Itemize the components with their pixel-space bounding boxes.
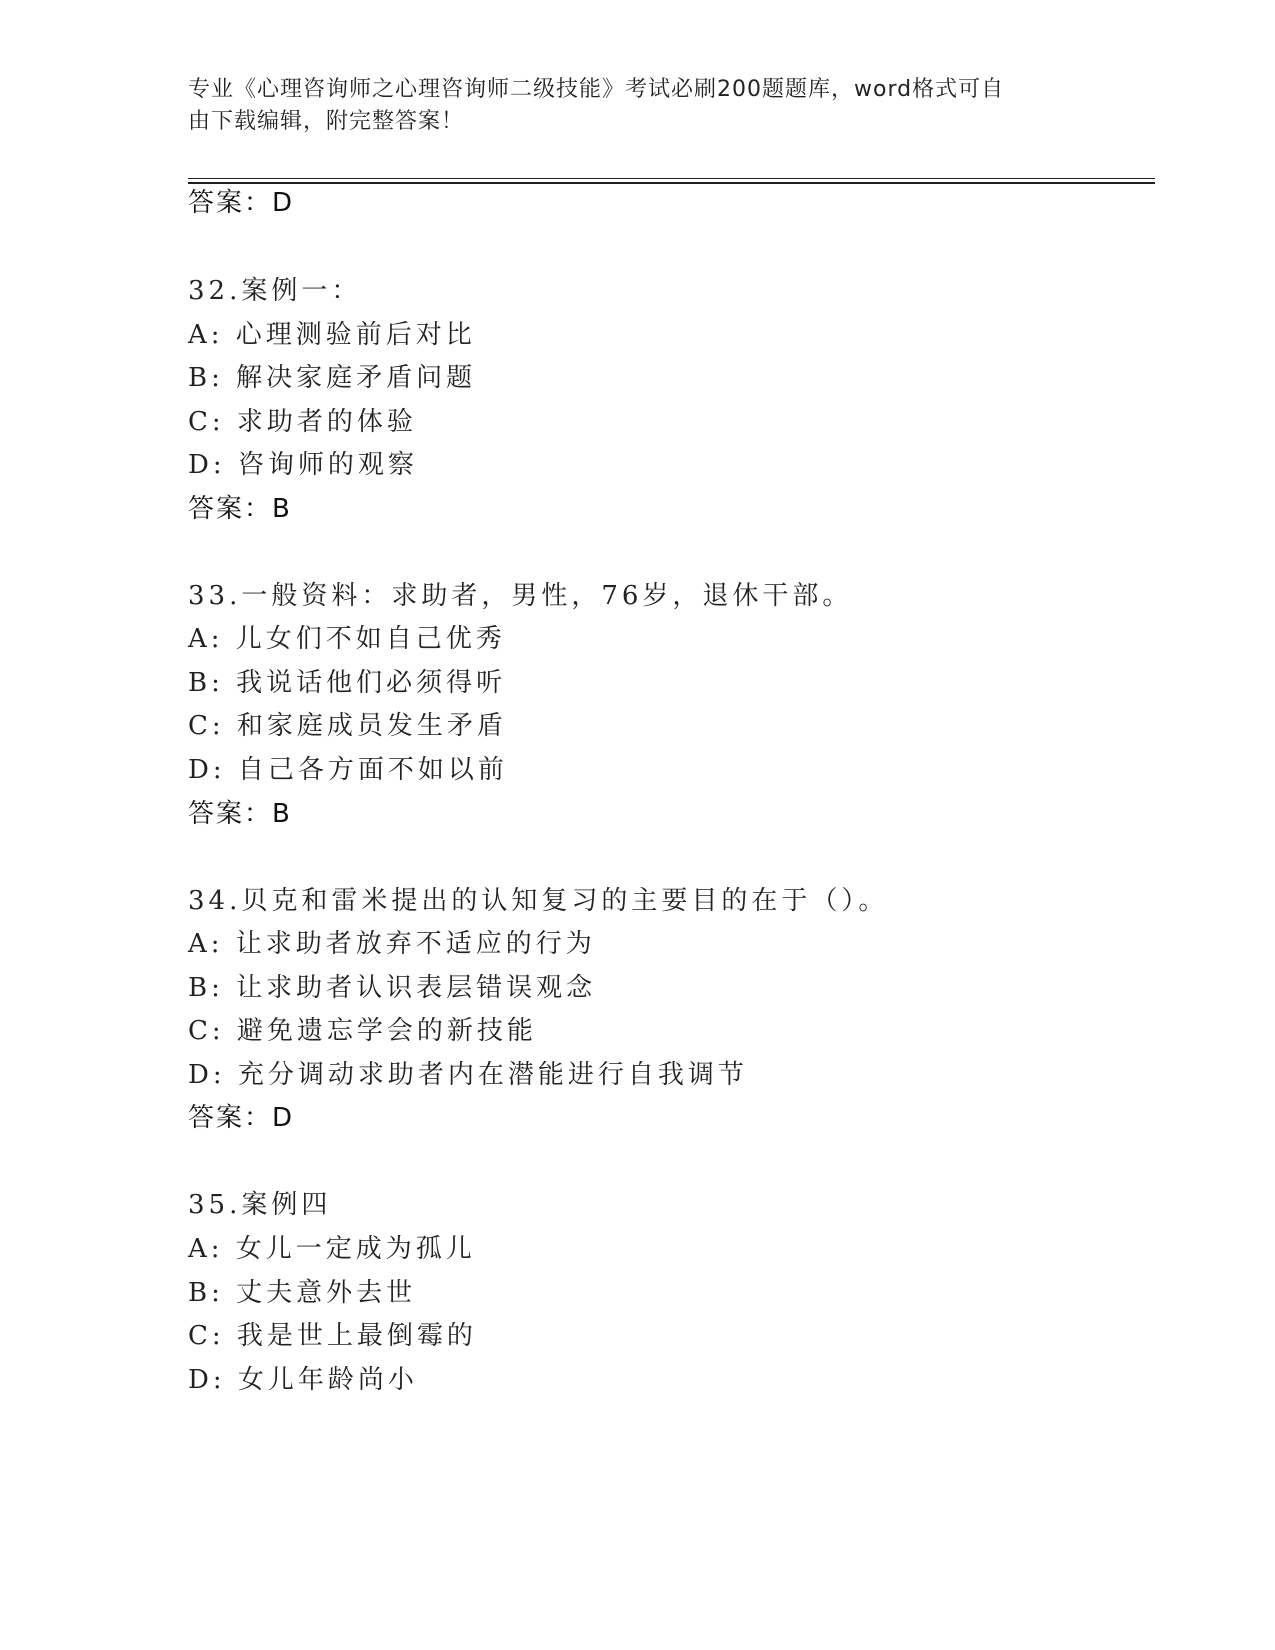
question-34-option-a: A: 让求助者放弃不适应的行为 xyxy=(188,929,596,959)
question-32-stem: 32.案例一： xyxy=(188,276,362,306)
header-intro-line-1: 专业《心理咨询师之心理咨询师二级技能》考试必刷200题题库，word格式可自 xyxy=(188,77,1005,102)
question-33-option-d: D: 自己各方面不如以前 xyxy=(188,755,508,785)
question-32-option-a: A: 心理测验前后对比 xyxy=(188,320,476,350)
header-intro-line-2: 由下载编辑，附完整答案！ xyxy=(188,109,465,134)
question-33-option-c: C: 和家庭成员发生矛盾 xyxy=(188,711,507,741)
answer-34: 答案：D xyxy=(188,1103,295,1133)
question-32-option-c: C: 求助者的体验 xyxy=(188,407,417,437)
answer-31: 答案：D xyxy=(188,188,295,218)
question-33-option-b: B: 我说话他们必须得听 xyxy=(188,668,507,698)
question-35-option-a: A: 女儿一定成为孤儿 xyxy=(188,1234,476,1264)
question-34-option-b: B: 让求助者认识表层错误观念 xyxy=(188,973,597,1003)
header-divider-bottom xyxy=(188,182,1155,184)
header-divider-top xyxy=(188,178,1155,179)
question-35-option-c: C: 我是世上最倒霉的 xyxy=(188,1321,477,1351)
header-intro xyxy=(188,74,1068,138)
question-34-stem: 34.贝克和雷米提出的认知复习的主要目的在于（）。 xyxy=(188,886,889,916)
question-33-stem: 33.一般资料：求助者，男性，76岁，退休干部。 xyxy=(188,581,853,611)
question-33-option-a: A: 儿女们不如自己优秀 xyxy=(188,624,506,654)
question-35-option-d: D: 女儿年龄尚小 xyxy=(188,1365,418,1395)
answer-32: 答案：B xyxy=(188,494,292,524)
answer-33: 答案：B xyxy=(188,799,292,829)
question-34-option-c: C: 避免遗忘学会的新技能 xyxy=(188,1016,537,1046)
question-35-option-b: B: 丈夫意外去世 xyxy=(188,1278,417,1308)
question-34-option-d: D: 充分调动求助者内在潜能进行自我调节 xyxy=(188,1060,748,1090)
question-32-option-b: B: 解决家庭矛盾问题 xyxy=(188,363,477,393)
question-32-option-d: D: 咨询师的观察 xyxy=(188,450,418,480)
question-35-stem: 35.案例四 xyxy=(188,1190,332,1220)
